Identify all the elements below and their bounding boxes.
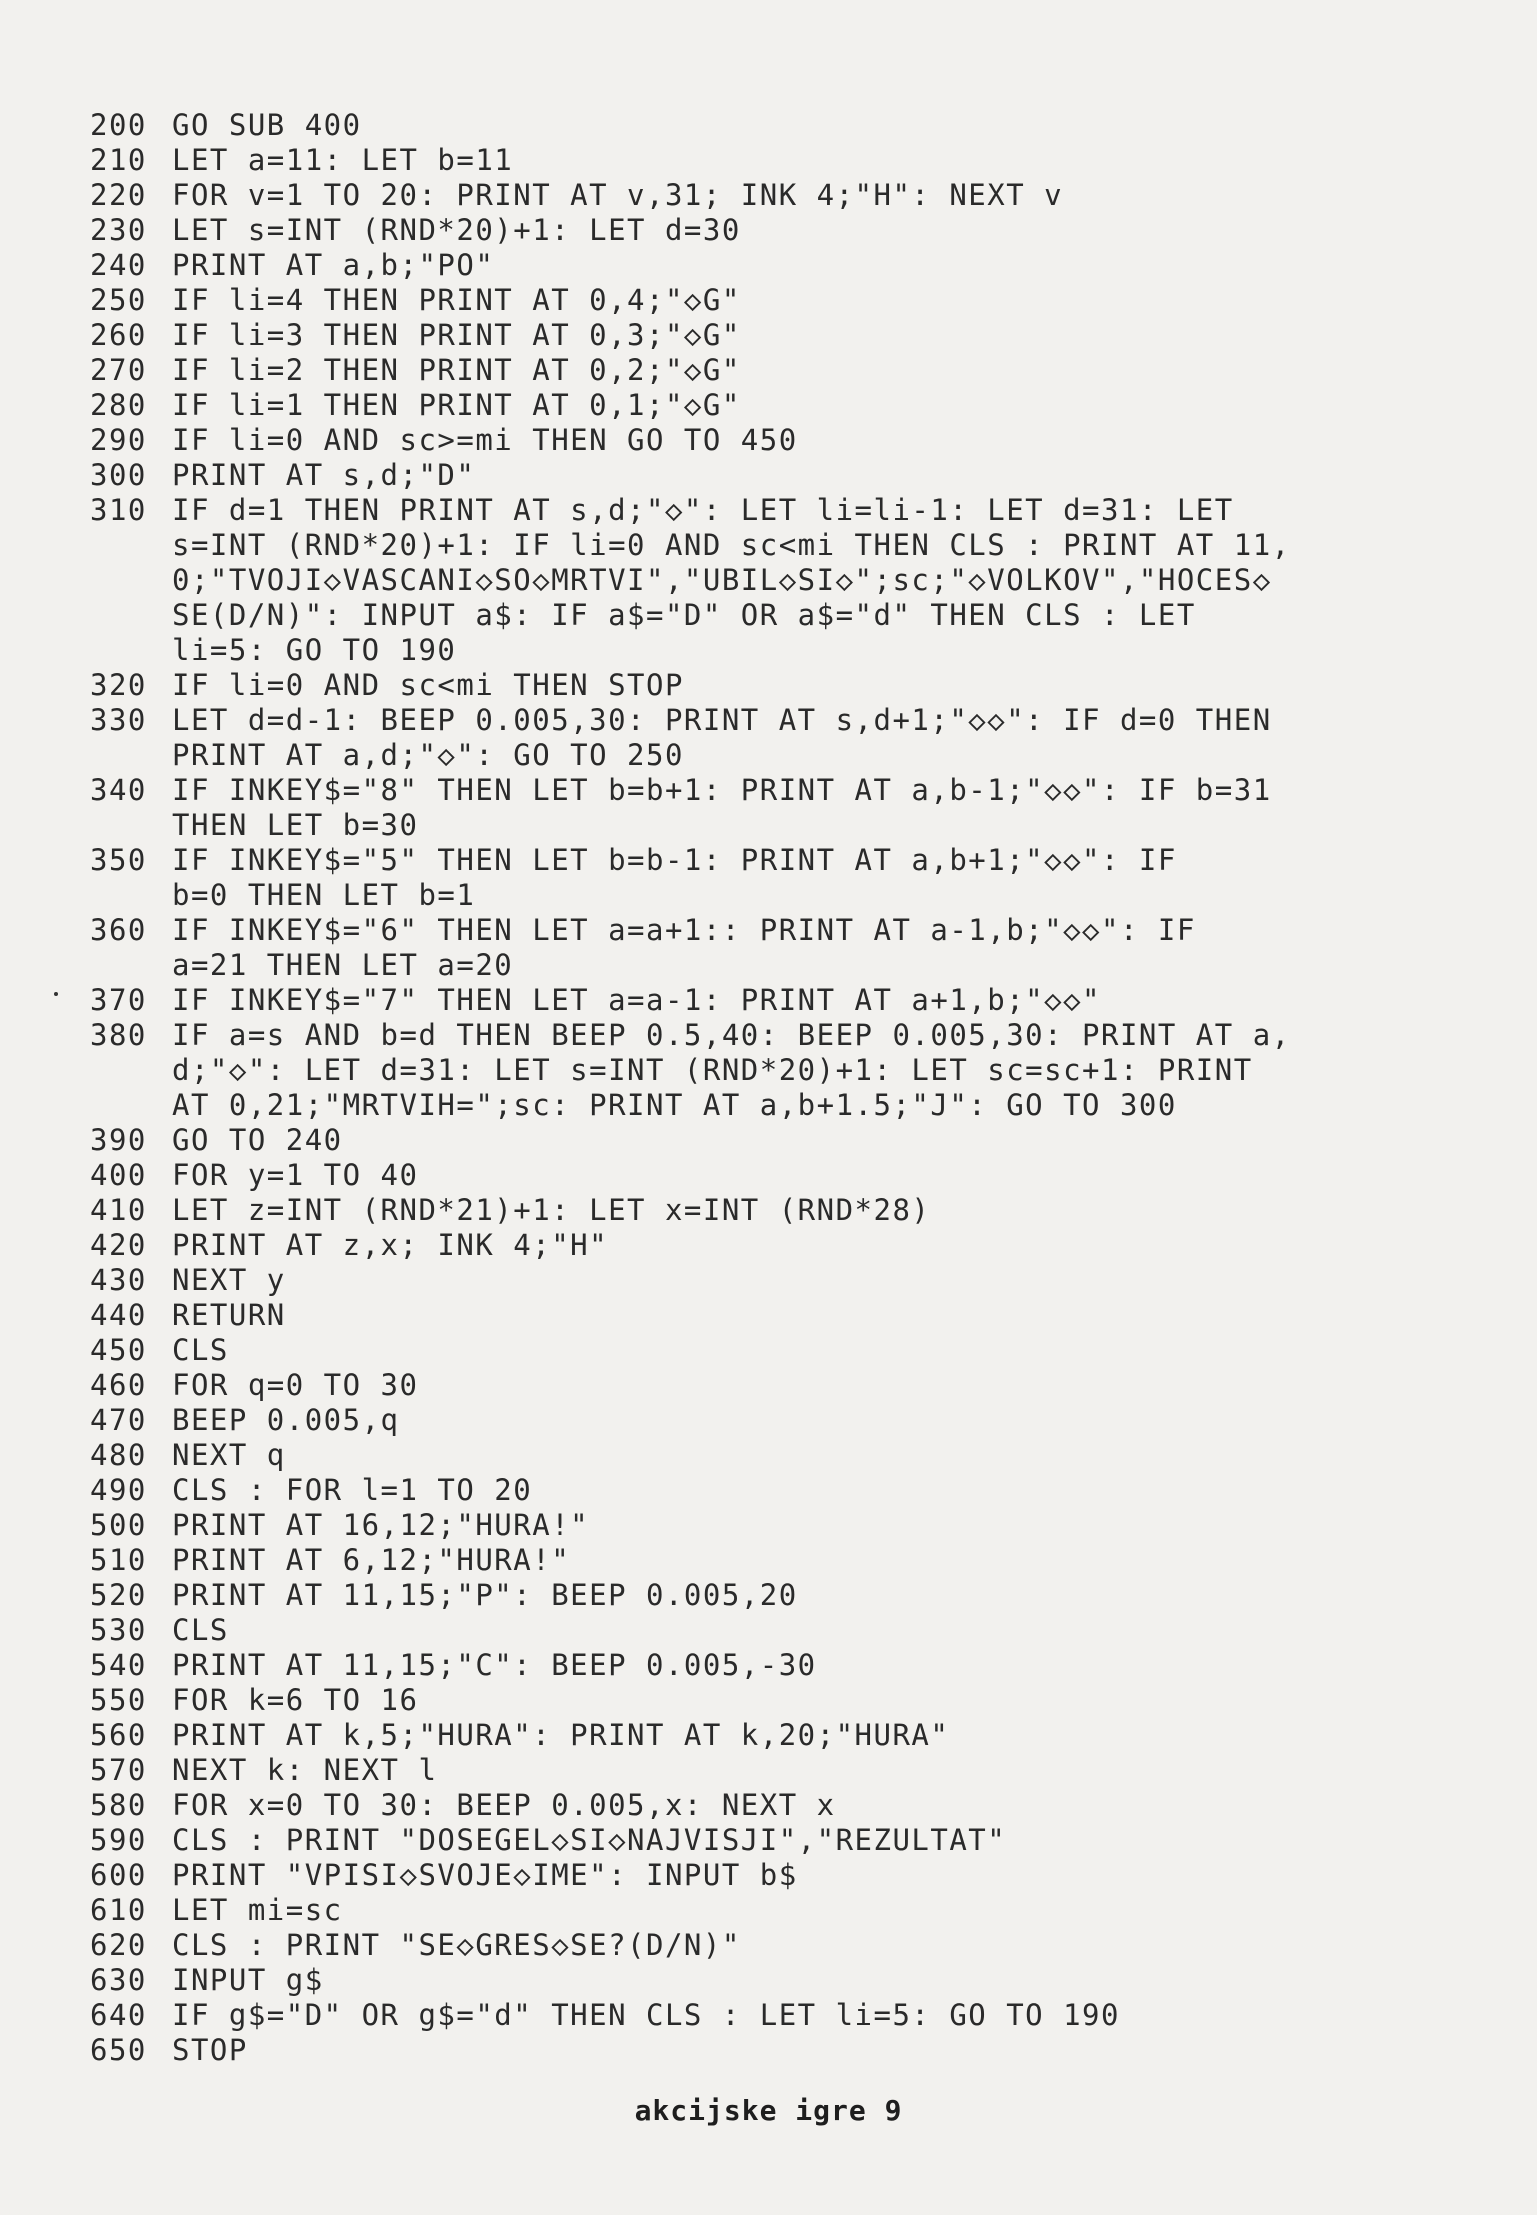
line-code: PRINT AT 6,12;"HURA!"	[172, 1543, 571, 1577]
line-number: 540	[90, 1648, 147, 1682]
line-code: IF INKEY$="7" THEN LET a=a-1: PRINT AT a+1,b;"◇◇"	[172, 983, 1102, 1017]
code-line	[90, 1858, 1450, 1893]
code-line	[90, 248, 1450, 283]
code-line	[90, 2033, 1450, 2068]
code-line	[90, 1228, 1450, 1263]
line-code: IF a=s AND b=d THEN BEEP 0.5,40: BEEP 0.005,30: PRINT AT a, d;"◇": LET d=31: LET s=INT (RND*20)+1: LET sc=sc+1: PRINT AT 0,21;"MRTVIH=";sc: PRINT AT a,b+1.5;"J": GO TO 300	[172, 1018, 1291, 1122]
code-line	[90, 913, 1450, 983]
line-number: 490	[90, 1473, 147, 1507]
line-code: FOR v=1 TO 20: PRINT AT v,31; INK 4;"H": NEXT v	[172, 178, 1064, 212]
line-number: 420	[90, 1228, 147, 1262]
line-number: 550	[90, 1683, 147, 1717]
line-code: IF li=0 AND sc>=mi THEN GO TO 450	[172, 423, 798, 457]
line-code: CLS : FOR l=1 TO 20	[172, 1473, 533, 1507]
line-number: 620	[90, 1928, 147, 1962]
code-line	[90, 108, 1450, 143]
code-line	[90, 423, 1450, 458]
line-code: LET a=11: LET b=11	[172, 143, 514, 177]
code-line	[90, 1613, 1450, 1648]
margin-mark	[54, 992, 58, 996]
line-code: GO TO 240	[172, 1123, 343, 1157]
line-number: 210	[90, 143, 147, 177]
line-code: PRINT "VPISI◇SVOJE◇IME": INPUT b$	[172, 1858, 798, 1892]
line-code: IF INKEY$="5" THEN LET b=b-1: PRINT AT a,b+1;"◇◇": IF b=0 THEN LET b=1	[172, 843, 1177, 912]
line-number: 650	[90, 2033, 147, 2067]
line-number: 480	[90, 1438, 147, 1472]
code-line	[90, 1998, 1450, 2033]
line-code: FOR q=0 TO 30	[172, 1368, 419, 1402]
line-code: BEEP 0.005,q	[172, 1403, 400, 1437]
code-line	[90, 1963, 1450, 1998]
line-number: 360	[90, 913, 147, 947]
code-line	[90, 283, 1450, 318]
code-line	[90, 493, 1450, 668]
line-code: PRINT AT z,x; INK 4;"H"	[172, 1228, 609, 1262]
code-line	[90, 1368, 1450, 1403]
code-line	[90, 1928, 1450, 1963]
code-line	[90, 1788, 1450, 1823]
line-code: FOR x=0 TO 30: BEEP 0.005,x: NEXT x	[172, 1788, 836, 1822]
line-number: 610	[90, 1893, 147, 1927]
line-number: 580	[90, 1788, 147, 1822]
code-line	[90, 1158, 1450, 1193]
line-code: LET s=INT (RND*20)+1: LET d=30	[172, 213, 741, 247]
line-code: IF li=2 THEN PRINT AT 0,2;"◇G"	[172, 353, 741, 387]
line-code: PRINT AT k,5;"HURA": PRINT AT k,20;"HURA"	[172, 1718, 950, 1752]
line-code: RETURN	[172, 1298, 286, 1332]
line-number: 600	[90, 1858, 147, 1892]
line-code: FOR y=1 TO 40	[172, 1158, 419, 1192]
line-code: NEXT y	[172, 1263, 286, 1297]
line-code: NEXT q	[172, 1438, 286, 1472]
line-number: 330	[90, 703, 147, 737]
line-code: NEXT k: NEXT l	[172, 1753, 438, 1787]
line-number: 200	[90, 108, 147, 142]
code-line	[90, 1543, 1450, 1578]
line-number: 270	[90, 353, 147, 387]
line-number: 290	[90, 423, 147, 457]
line-code: PRINT AT a,b;"PO"	[172, 248, 495, 282]
code-line	[90, 1403, 1450, 1438]
line-code: CLS	[172, 1333, 229, 1367]
line-code: GO SUB 400	[172, 108, 362, 142]
code-line	[90, 1193, 1450, 1228]
code-line	[90, 388, 1450, 423]
line-number: 450	[90, 1333, 147, 1367]
code-line	[90, 1648, 1450, 1683]
code-line	[90, 1683, 1450, 1718]
line-number: 230	[90, 213, 147, 247]
code-line	[90, 458, 1450, 493]
line-code: PRINT AT 11,15;"P": BEEP 0.005,20	[172, 1578, 798, 1612]
code-line	[90, 1123, 1450, 1158]
program-listing	[90, 108, 1450, 2068]
line-number: 530	[90, 1613, 147, 1647]
line-number: 590	[90, 1823, 147, 1857]
line-number: 460	[90, 1368, 147, 1402]
code-line	[90, 1718, 1450, 1753]
line-number: 340	[90, 773, 147, 807]
line-number: 370	[90, 983, 147, 1017]
line-number: 430	[90, 1263, 147, 1297]
line-number: 240	[90, 248, 147, 282]
code-line	[90, 1893, 1450, 1928]
code-line	[90, 1438, 1450, 1473]
code-line	[90, 843, 1450, 913]
line-code: PRINT AT 11,15;"C": BEEP 0.005,-30	[172, 1648, 817, 1682]
code-line	[90, 1018, 1450, 1123]
line-number: 630	[90, 1963, 147, 1997]
line-code: IF li=3 THEN PRINT AT 0,3;"◇G"	[172, 318, 741, 352]
line-code: LET z=INT (RND*21)+1: LET x=INT (RND*28)	[172, 1193, 931, 1227]
line-code: IF li=0 AND sc<mi THEN STOP	[172, 668, 684, 702]
line-code: INPUT g$	[172, 1963, 324, 1997]
line-code: LET mi=sc	[172, 1893, 343, 1927]
line-code: PRINT AT s,d;"D"	[172, 458, 476, 492]
line-code: IF d=1 THEN PRINT AT s,d;"◇": LET li=li-1: LET d=31: LET s=INT (RND*20)+1: IF li=0 AND sc<mi THEN CLS : PRINT AT 11, 0;"TVOJI◇VASCANI◇SO◇MRTVI","UBIL◇SI◇";sc;"◇VOLKOV","HOCES◇ SE(D/N)": INPUT a$: IF a$="D" OR a$="d" THEN CLS : LET li=5: GO TO 190	[172, 493, 1291, 667]
code-line	[90, 773, 1450, 843]
code-line	[90, 1753, 1450, 1788]
line-code: PRINT AT 16,12;"HURA!"	[172, 1508, 590, 1542]
code-line	[90, 213, 1450, 248]
line-code: IF g$="D" OR g$="d" THEN CLS : LET li=5: GO TO 190	[172, 1998, 1120, 2032]
line-number: 500	[90, 1508, 147, 1542]
code-line	[90, 983, 1450, 1018]
line-number: 570	[90, 1753, 147, 1787]
line-code: IF INKEY$="6" THEN LET a=a+1:: PRINT AT a-1,b;"◇◇": IF a=21 THEN LET a=20	[172, 913, 1196, 982]
line-code: IF li=1 THEN PRINT AT 0,1;"◇G"	[172, 388, 741, 422]
line-number: 260	[90, 318, 147, 352]
code-line	[90, 1823, 1450, 1858]
line-number: 320	[90, 668, 147, 702]
line-number: 440	[90, 1298, 147, 1332]
line-code: IF INKEY$="8" THEN LET b=b+1: PRINT AT a,b-1;"◇◇": IF b=31 THEN LET b=30	[172, 773, 1272, 842]
line-number: 310	[90, 493, 147, 527]
line-number: 350	[90, 843, 147, 877]
line-number: 640	[90, 1998, 147, 2032]
code-line	[90, 1333, 1450, 1368]
line-number: 410	[90, 1193, 147, 1227]
line-code: CLS : PRINT "SE◇GRES◇SE?(D/N)"	[172, 1928, 741, 1962]
code-line	[90, 353, 1450, 388]
code-line	[90, 1578, 1450, 1613]
line-number: 250	[90, 283, 147, 317]
line-number: 380	[90, 1018, 147, 1052]
code-line	[90, 318, 1450, 353]
line-code: CLS : PRINT "DOSEGEL◇SI◇NAJVISJI","REZULTAT"	[172, 1823, 1007, 1857]
line-number: 300	[90, 458, 147, 492]
line-number: 280	[90, 388, 147, 422]
line-number: 400	[90, 1158, 147, 1192]
code-line	[90, 1298, 1450, 1333]
line-number: 560	[90, 1718, 147, 1752]
code-line	[90, 703, 1450, 773]
code-line	[90, 1263, 1450, 1298]
line-code: IF li=4 THEN PRINT AT 0,4;"◇G"	[172, 283, 741, 317]
line-code: LET d=d-1: BEEP 0.005,30: PRINT AT s,d+1;"◇◇": IF d=0 THEN PRINT AT a,d;"◇": GO TO 250	[172, 703, 1272, 772]
page-footer: akcijske igre 9	[634, 2094, 903, 2127]
line-code: FOR k=6 TO 16	[172, 1683, 419, 1717]
code-line	[90, 143, 1450, 178]
line-code: CLS	[172, 1613, 229, 1647]
line-code: STOP	[172, 2033, 248, 2067]
line-number: 510	[90, 1543, 147, 1577]
code-line	[90, 1473, 1450, 1508]
line-number: 470	[90, 1403, 147, 1437]
code-line	[90, 178, 1450, 213]
code-line	[90, 1508, 1450, 1543]
code-line	[90, 668, 1450, 703]
line-number: 220	[90, 178, 147, 212]
line-number: 520	[90, 1578, 147, 1612]
line-number: 390	[90, 1123, 147, 1157]
